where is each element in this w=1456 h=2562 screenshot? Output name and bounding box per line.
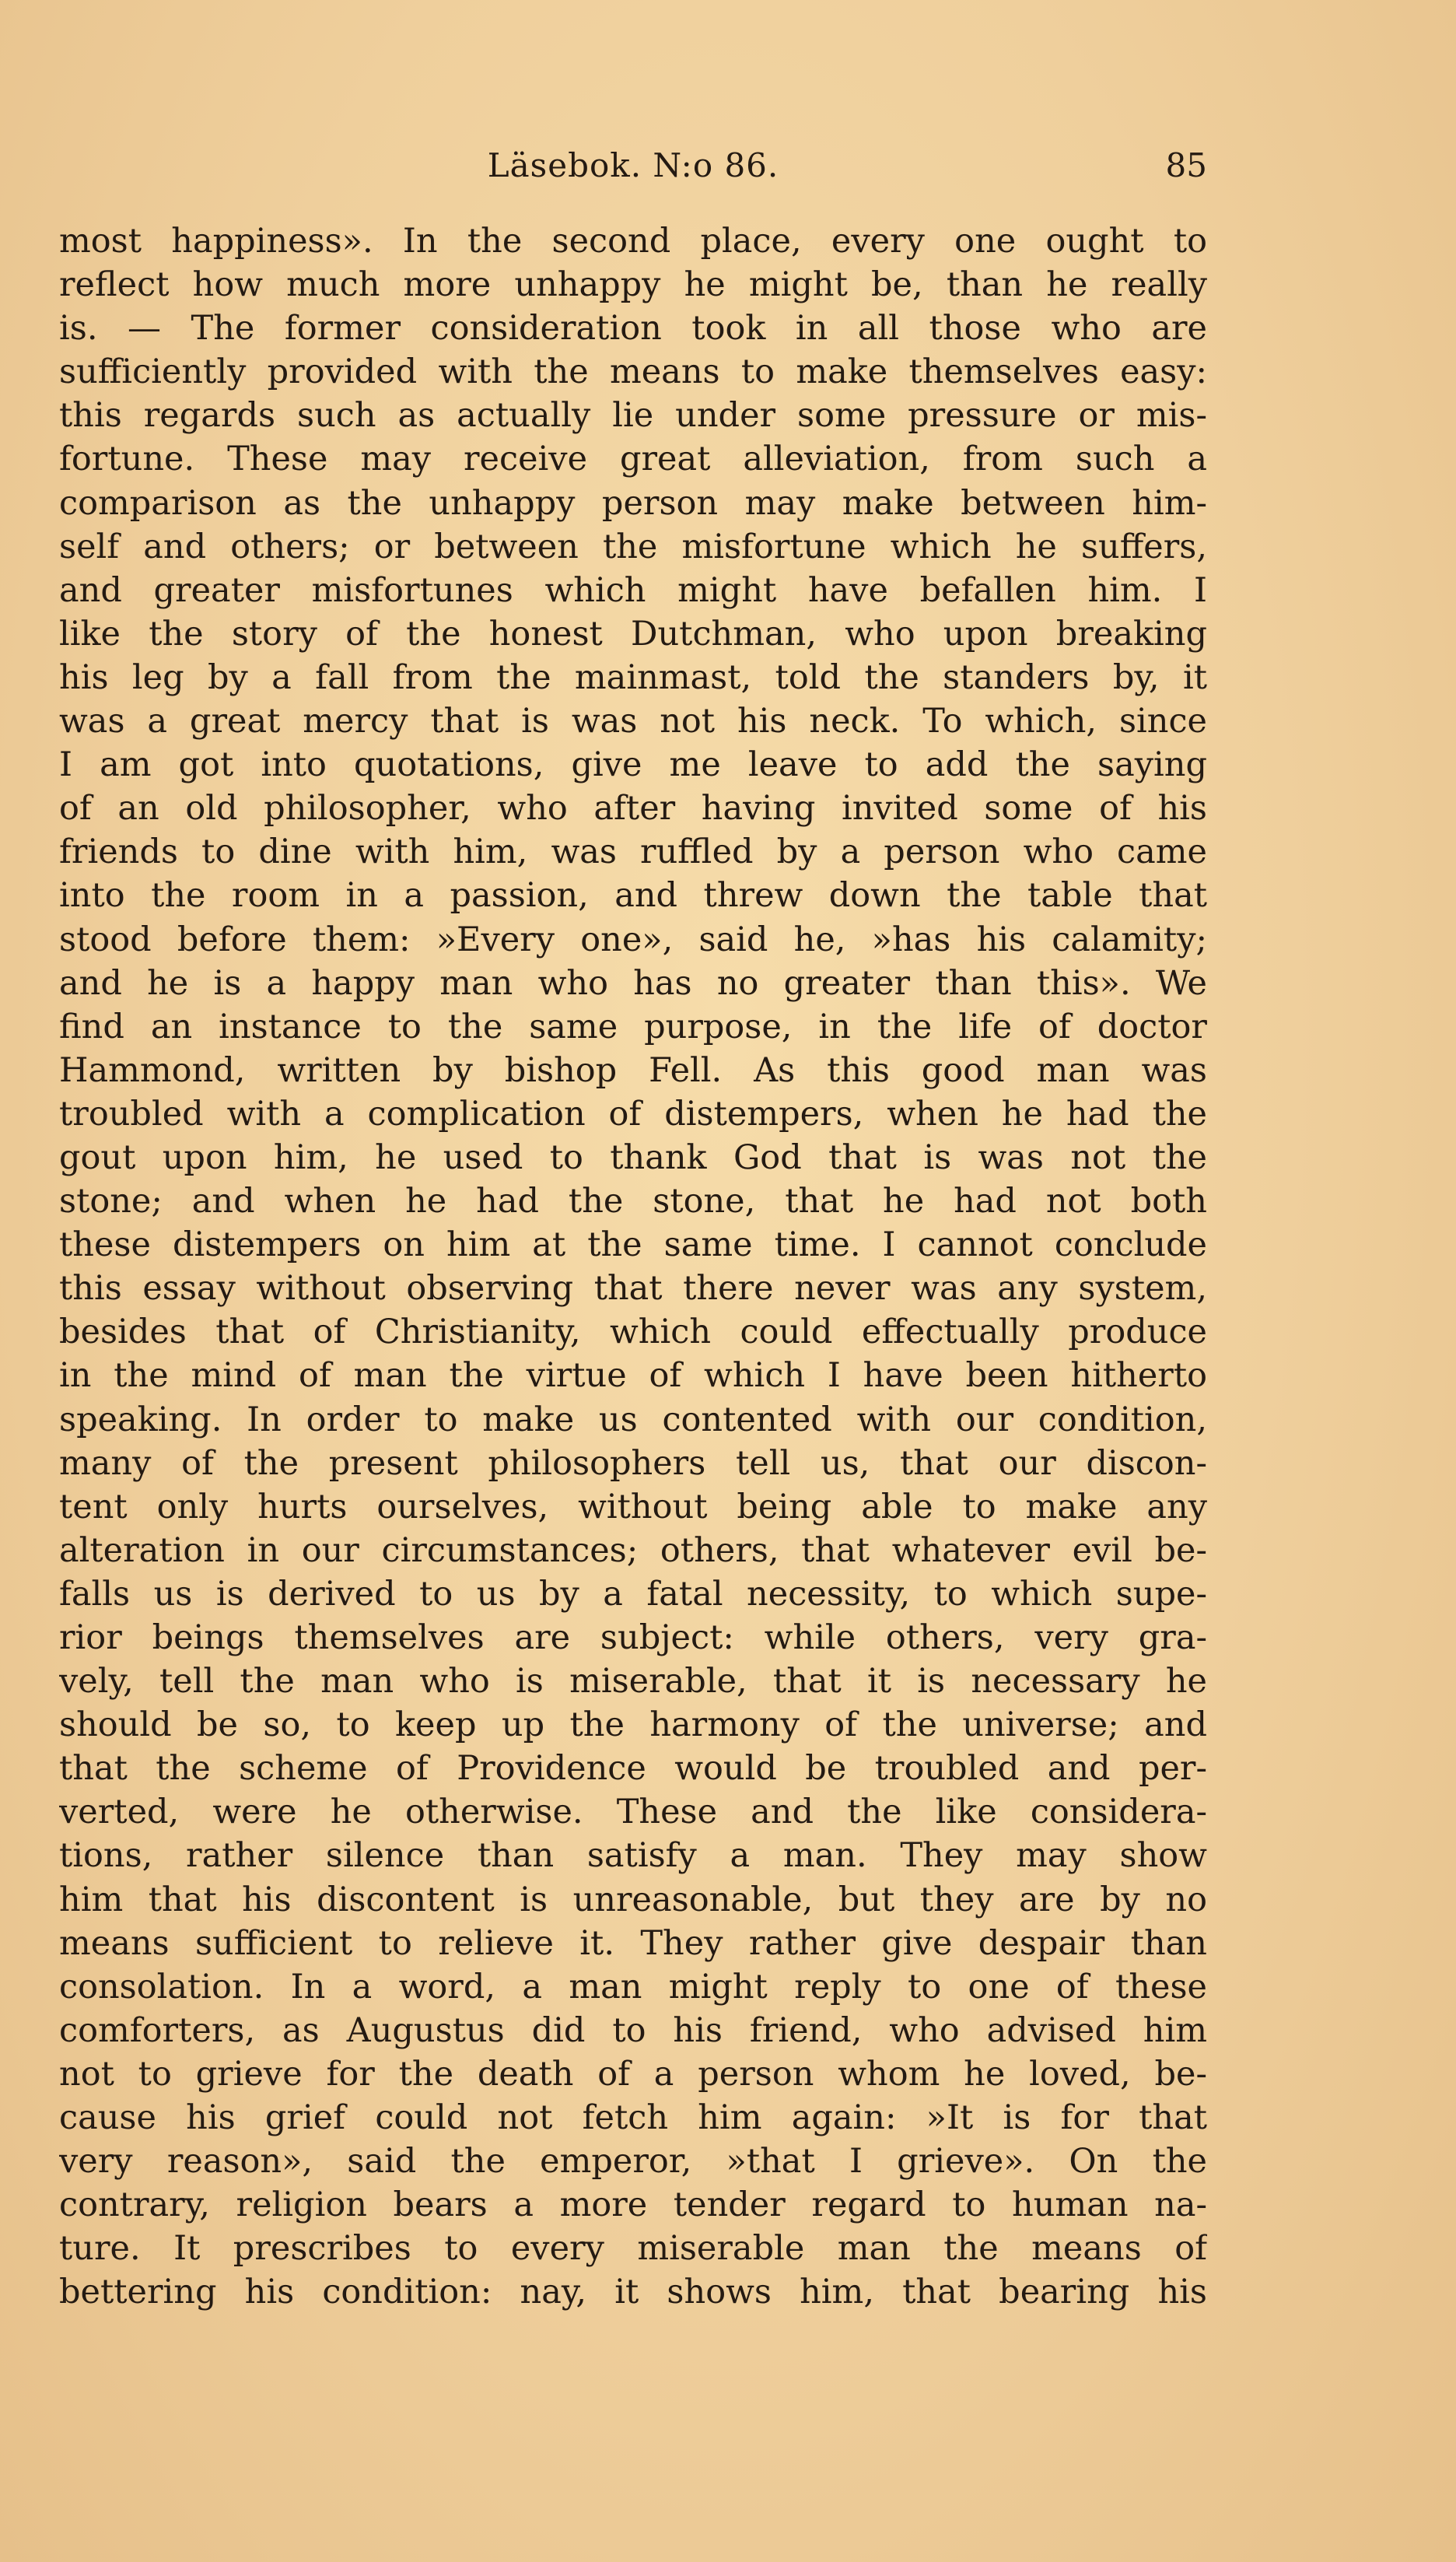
text-line: I am got into quotations, give me leave to add the saying [59,745,1207,785]
text-line: bettering his condition: nay, it shows him, that bearing his [59,2273,1207,2312]
text-line: alteration in our circumstances; others, that whatever evil be- [59,1530,1207,1570]
text-line: means sufficient to relieve it. They rather give despair than [59,1923,1207,1963]
text-line: was a great mercy that is was not his neck. To which, since [59,702,1207,741]
text-line: rior beings themselves are subject: while others, very gra- [59,1618,1207,1657]
text-line: gout upon him, he used to thank God that is was not the [59,1137,1207,1177]
text-line: ture. It prescribes to every miserable man the means of [59,2229,1207,2269]
text-line: reflect how much more unhappy he might be, than he really [59,265,1207,305]
text-line: self and others; or between the misfortune which he suffers, [59,527,1207,566]
text-line: him that his discontent is unreasonable, but they are by no [59,1880,1207,1919]
text-line: like the story of the honest Dutchman, who upon breaking [59,614,1207,654]
text-line: very reason», said the emperor, »that I grieve». On the [59,2142,1207,2182]
text-line: this essay without observing that there never was any system, [59,1269,1207,1309]
text-line: cause his grief could not fetch him again: »It is for that [59,2098,1207,2138]
text-line: most happiness». In the second place, every one ought to [59,222,1207,261]
text-line: fortune. These may receive great alleviation, from such a [59,440,1207,479]
text-line: falls us is derived to us by a fatal necessity, to which supe- [59,1574,1207,1614]
text-line: stone; and when he had the stone, that he had not both [59,1182,1207,1221]
text-line: his leg by a fall from the mainmast, told the standers by, it [59,657,1207,697]
text-line: that the scheme of Providence would be troubled and per- [59,1749,1207,1789]
page-number: 85 [1165,146,1207,184]
text-line: tent only hurts ourselves, without being able to make any [59,1487,1207,1526]
text-line: is. — The former consideration took in all those who are [59,309,1207,349]
text-line: find an instance to the same purpose, in the life of doctor [59,1007,1207,1046]
text-line: consolation. In a word, a man might reply to one of these [59,1967,1207,2006]
text-line: this regards such as actually lie under some pressure or mis- [59,396,1207,436]
text-line: should be so, to keep up the harmony of the universe; and [59,1705,1207,1745]
text-line: of an old philosopher, who after having invited some of his [59,789,1207,829]
text-line: not to grieve for the death of a person whom he loved, be- [59,2054,1207,2094]
text-line: these distempers on him at the same time. I cannot conclude [59,1225,1207,1265]
text-line: and greater misfortunes which might have befallen him. I [59,570,1207,610]
text-line: vely, tell the man who is miserable, that it is necessary he [59,1662,1207,1702]
text-line: stood before them: »Every one», said he, »has his calamity; [59,920,1207,959]
text-line: in the mind of man the virtue of which I have been hitherto [59,1356,1207,1396]
text-line: contrary, religion bears a more tender regard to human na- [59,2185,1207,2225]
text-line: tions, rather silence than satisfy a man. They may show [59,1836,1207,1876]
body-text [59,219,1207,2315]
text-line: friends to dine with him, was ruffled by a person who came [59,832,1207,872]
text-line: besides that of Christianity, which could effectually produce [59,1313,1207,1352]
text-line: comparison as the unhappy person may make between him- [59,483,1207,523]
page-header [59,138,1207,193]
text-line: and he is a happy man who has no greater than this». We [59,963,1207,1003]
text-line: sufficiently provided with the means to make themselves easy: [59,352,1207,392]
text-line: verted, were he otherwise. These and the like considera- [59,1793,1207,1832]
running-title: Läsebok. N:o 86. [487,146,779,184]
text-line: comforters, as Augustus did to his friend, who advised him [59,2010,1207,2050]
text-line: Hammond, written by bishop Fell. As this good man was [59,1050,1207,1090]
text-line: troubled with a complication of distempers, when he had the [59,1094,1207,1134]
text-line: many of the present philosophers tell us, that our discon- [59,1443,1207,1483]
text-line: into the room in a passion, and threw down the table that [59,876,1207,916]
text-line: speaking. In order to make us contented with our condition, [59,1400,1207,1439]
